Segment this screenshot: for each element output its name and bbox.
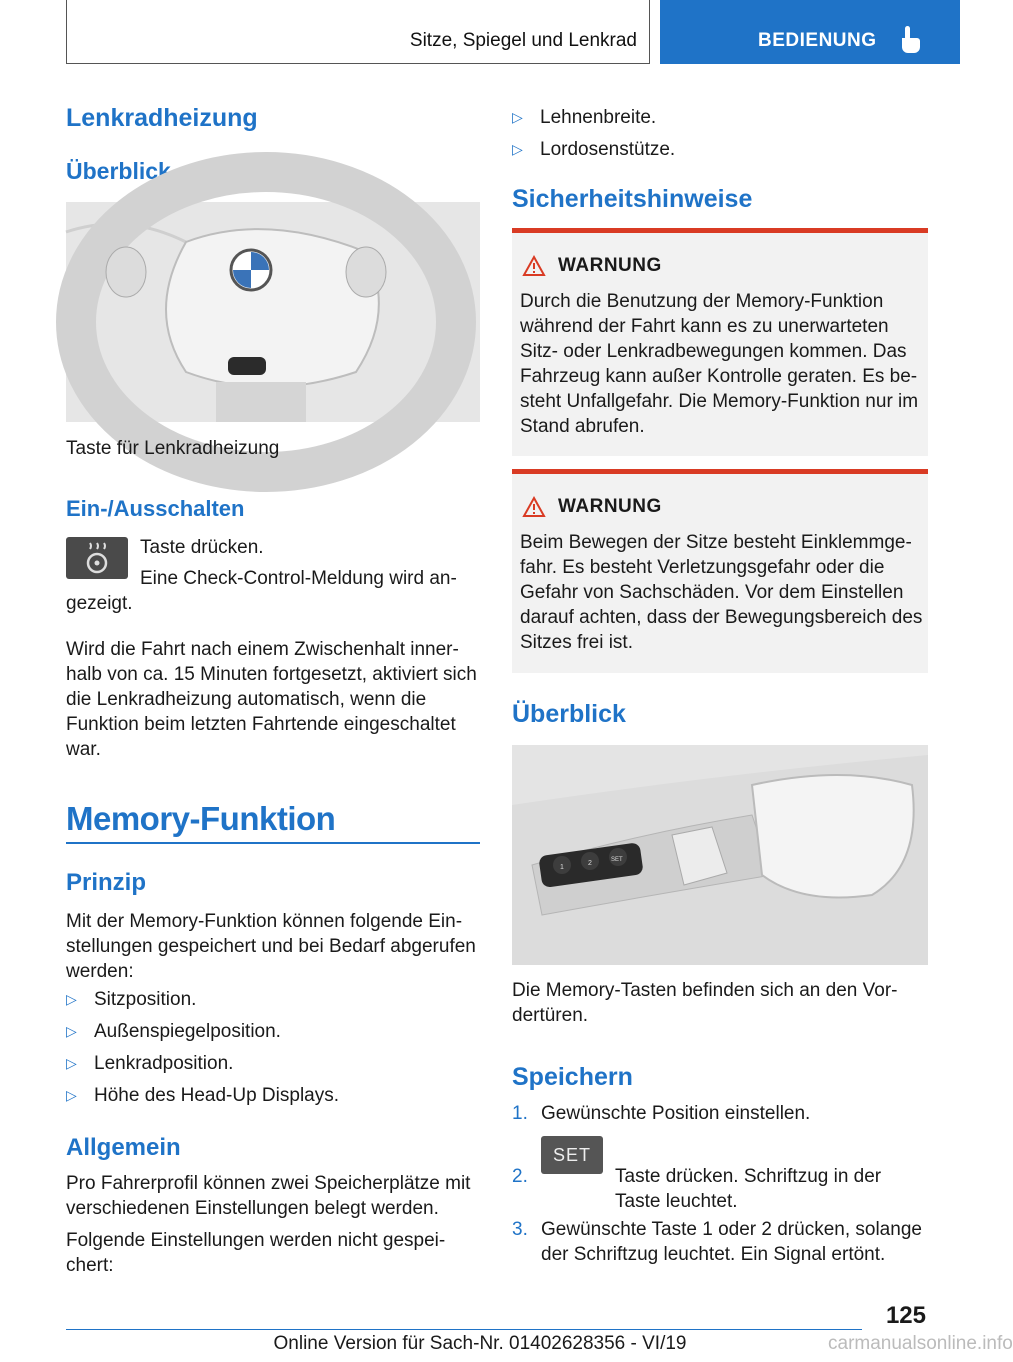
- warning-triangle-icon: [522, 496, 546, 518]
- prinzip-list: [66, 987, 480, 1115]
- list-item: ▷ Außenspiegelposition.: [66, 1021, 281, 1042]
- triangle-bullet-icon: ▷: [66, 1023, 77, 1039]
- heading-sicherheitshinweise: Sicherheitshinweise: [512, 185, 753, 213]
- heading-prinzip: Prinzip: [66, 869, 147, 896]
- step-text: Gewünschte Taste 1 oder 2 drücken, solange der Schriftzug leuchtet. Ein Signal ertönt.: [541, 1219, 922, 1265]
- list-item: ▷ Sitzposition.: [66, 989, 197, 1010]
- warning-body: Durch die Benutzung der Memory-Funktion während der Fahrt kann es zu unerwarteten Sitz- oder Lenkradbewegungen kommen. Das Fahrzeug kann außer Kontrolle geraten. Es be-steht Unfallgefahr. Die Memory-Funktion nur im Stand abrufen.: [520, 291, 919, 437]
- einaus-message-line: Eine Check-Control-Meldung wird an-: [140, 568, 457, 589]
- triangle-bullet-icon: ▷: [66, 1055, 77, 1071]
- allgemein-paragraph-1: Pro Fahrerprofil können zwei Speicherplätze mit verschiedenen Einstellungen belegt werden.: [66, 1173, 471, 1219]
- step-number: 2.: [512, 1166, 528, 1187]
- step-3: [512, 1212, 928, 1268]
- triangle-bullet-icon: ▷: [512, 141, 523, 157]
- allgemein-paragraph-2: Folgende Einstellungen werden nicht gespei-chert:: [66, 1230, 446, 1276]
- triangle-bullet-icon: ▷: [66, 1087, 77, 1103]
- step-number: 3.: [512, 1219, 528, 1240]
- einaus-message-line-cont: gezeigt.: [66, 593, 133, 614]
- heading-ein-ausschalten: Ein-/Ausschalten: [66, 496, 245, 521]
- heading-allgemein: Allgemein: [66, 1134, 181, 1161]
- warning-title: WARNUNG: [558, 255, 662, 276]
- header-section-box: [66, 0, 650, 64]
- door-button-2-label: 2: [588, 860, 592, 867]
- footer-version: Online Version für Sach-Nr. 01402628356 - VI/19: [273, 1333, 687, 1354]
- door-panel-illustration: [512, 745, 928, 965]
- prinzip-paragraph: Mit der Memory-Funktion können folgende Ein-stellungen gespeichert und bei Bedarf abgerufen werden:: [66, 911, 476, 982]
- image-caption-steering: Taste für Lenkradheizung: [66, 438, 280, 459]
- pointing-hand-icon: [896, 24, 922, 54]
- warning-triangle-icon: [522, 255, 546, 277]
- speichern-steps: [512, 1098, 928, 1268]
- heading-ueberblick-right: Überblick: [512, 700, 626, 728]
- page-number: 125: [885, 1302, 926, 1329]
- heading-ueberblick-left: Überblick: [66, 158, 171, 184]
- not-saved-list: [512, 105, 928, 169]
- heading-speichern: Speichern: [512, 1063, 633, 1091]
- door-caption: Die Memory-Tasten befinden sich an den Vor-dertüren.: [512, 980, 898, 1026]
- warning-box-2: [512, 469, 928, 673]
- einaus-paragraph: Wird die Fahrt nach einem Zwischenhalt inner-halb von ca. 15 Minuten fortgesetzt, aktiviert sich die Lenkradheizung automatisch, wenn die Funktion beim letzten Fahrtende eingeschaltet war.: [66, 639, 477, 760]
- step-2: [512, 1136, 928, 1212]
- door-button-1-label: 1: [560, 864, 564, 871]
- warning-title: WARNUNG: [558, 496, 662, 517]
- list-item: ▷ Lehnenbreite.: [512, 107, 657, 128]
- footer-rule: [66, 1329, 862, 1330]
- heated-steering-wheel-icon: [66, 537, 128, 579]
- heading-underline: [66, 842, 480, 844]
- step-1: [512, 1098, 928, 1136]
- heading-lenkradheizung: Lenkradheizung: [66, 104, 258, 132]
- door-button-set-label: SET: [611, 857, 623, 863]
- einaus-step-text: Taste drücken.: [140, 537, 264, 558]
- step-text: Gewünschte Position einstellen.: [541, 1103, 811, 1124]
- warning-body: Beim Bewegen der Sitze besteht Einklemmge-fahr. Es besteht Verletzungsgefahr oder die Gefahr von Sachschäden. Vor dem Einstellen darauf achten, dass der Bewegungsbereich des Sitzes frei ist.: [520, 532, 923, 653]
- warning-box-1: [512, 228, 928, 456]
- triangle-bullet-icon: ▷: [66, 991, 77, 1007]
- set-button[interactable]: SET: [541, 1136, 603, 1174]
- list-item: ▷ Lenkradposition.: [66, 1053, 234, 1074]
- door-panel-image: [512, 745, 928, 965]
- header-section-title: Sitze, Spiegel und Lenkrad: [409, 30, 637, 51]
- heading-memory-funktion: Memory-Funktion: [66, 800, 336, 837]
- step-text: Taste drücken. Schriftzug in der Taste leuchtet.: [615, 1166, 882, 1212]
- list-item: ▷ Lordosenstütze.: [512, 139, 676, 160]
- steering-wheel-illustration: [66, 202, 480, 422]
- triangle-bullet-icon: ▷: [512, 109, 523, 125]
- step-number: 1.: [512, 1103, 528, 1124]
- heated-steering-button[interactable]: [66, 537, 128, 579]
- watermark: carmanualsonline.info: [828, 1333, 1013, 1354]
- steering-wheel-image: [66, 202, 480, 422]
- list-item: ▷ Höhe des Head-Up Displays.: [66, 1085, 340, 1106]
- header-chapter-label: BEDIENUNG: [758, 30, 877, 51]
- header-chapter-tab[interactable]: [660, 0, 960, 64]
